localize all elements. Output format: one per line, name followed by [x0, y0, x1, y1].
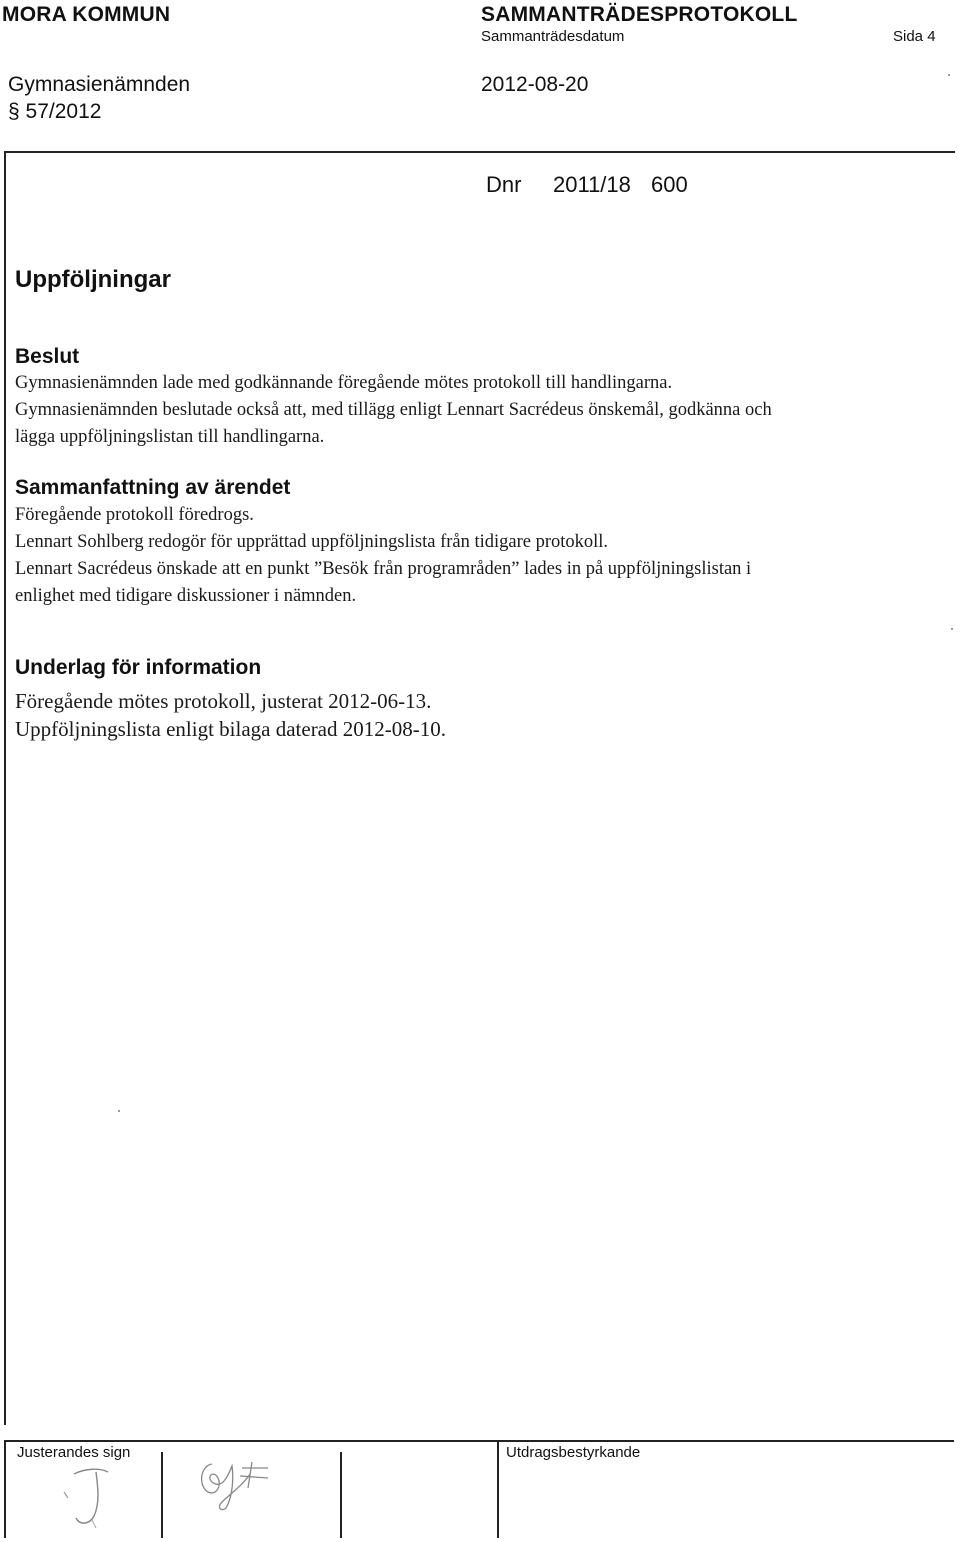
- signature-2: [192, 1452, 282, 1514]
- meeting-date: 2012-08-20: [481, 73, 589, 96]
- scan-speck: [118, 1110, 120, 1112]
- underlag-line-2: Uppföljningslista enligt bilaga daterad 2012-08-10.: [15, 717, 446, 741]
- underlag-heading: Underlag för information: [15, 656, 262, 679]
- footer-divider-3: [497, 1440, 499, 1538]
- scan-speck: [948, 74, 950, 76]
- scan-speck: [951, 628, 953, 630]
- sammanfattning-line-4: enlighet med tidigare diskussioner i nämnden.: [15, 586, 357, 606]
- page-title: Uppföljningar: [15, 266, 171, 293]
- utdragsbestyrkande-label: Utdragsbestyrkande: [506, 1444, 641, 1461]
- underlag-line-1: Föregående mötes protokoll, justerat 2012-06-13.: [15, 689, 432, 713]
- footer-left-rule: [4, 1440, 6, 1538]
- page-number: Sida 4: [893, 28, 936, 45]
- date-label: Sammanträdesdatum: [481, 28, 625, 45]
- sammanfattning-line-3: Lennart Sacrédeus önskade att en punkt ”Besök från programråden” lades in på uppföljningslistan i: [15, 559, 752, 579]
- beslut-line-2: Gymnasienämnden beslutade också att, med tillägg enligt Lennart Sacrédeus önskemål, godkänna och: [15, 400, 772, 420]
- footer-top-rule: [4, 1440, 954, 1442]
- dnr-number: 2011/18: [553, 172, 631, 197]
- frame-left-rule: [4, 151, 6, 1425]
- org-name: MORA KOMMUN: [2, 3, 171, 26]
- section-number: § 57/2012: [8, 100, 102, 123]
- doc-type: SAMMANTRÄDESPROTOKOLL: [481, 3, 798, 26]
- dnr-code: 600: [651, 172, 688, 197]
- dnr-label: Dnr: [486, 172, 522, 197]
- beslut-heading: Beslut: [15, 345, 80, 368]
- committee-name: Gymnasienämnden: [8, 73, 191, 96]
- beslut-line-1: Gymnasienämnden lade med godkännande föregående mötes protokoll till handlingarna.: [15, 373, 673, 393]
- beslut-line-3: lägga uppföljningslistan till handlingarna.: [15, 427, 325, 447]
- sammanfattning-heading: Sammanfattning av ärendet: [15, 476, 291, 499]
- frame-top-rule: [4, 151, 955, 153]
- justerandes-sign-label: Justerandes sign: [17, 1444, 131, 1461]
- sammanfattning-line-2: Lennart Sohlberg redogör för upprättad uppföljningslista från tidigare protokoll.: [15, 532, 609, 552]
- sammanfattning-line-1: Föregående protokoll föredrogs.: [15, 505, 254, 525]
- footer-divider-1: [161, 1452, 163, 1538]
- signature-1: [56, 1458, 126, 1534]
- footer-divider-2: [340, 1452, 342, 1538]
